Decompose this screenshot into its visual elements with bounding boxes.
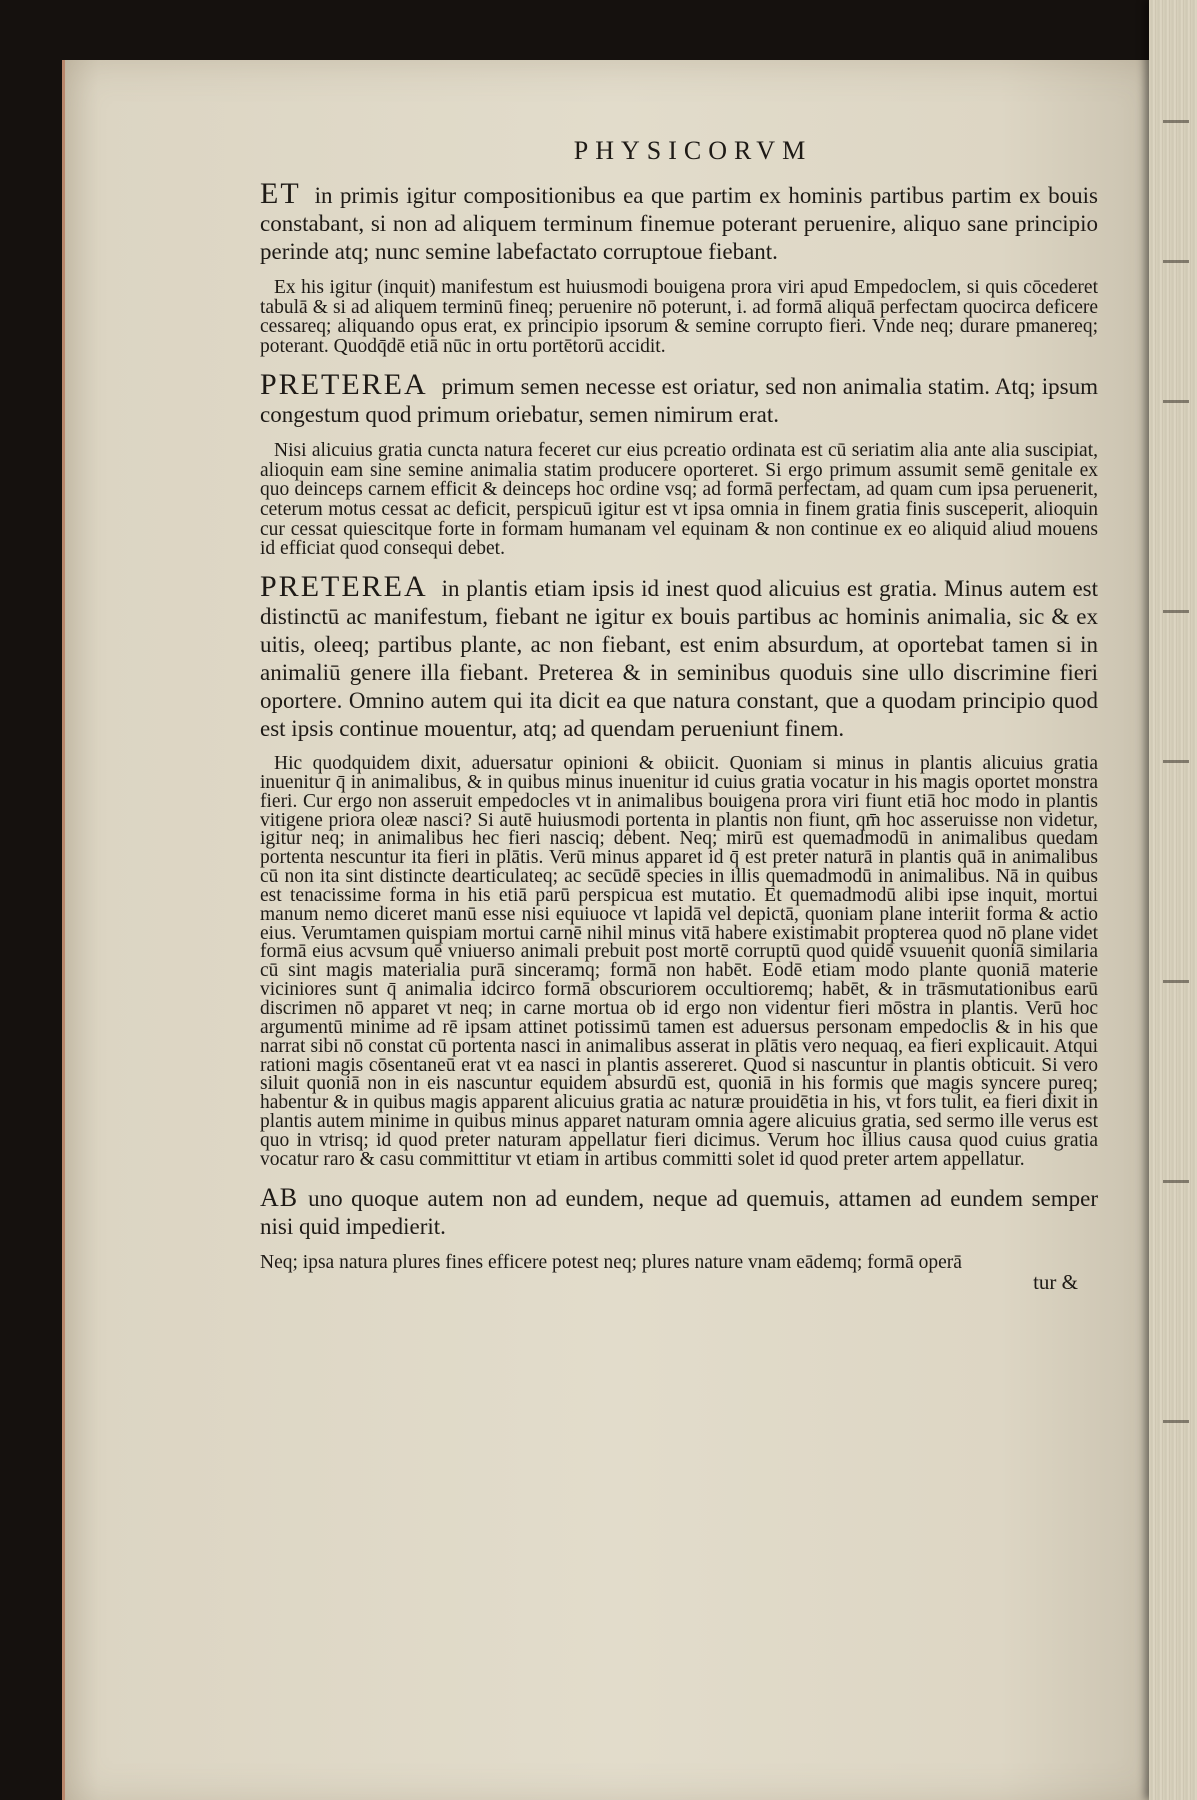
commentary-paragraph: Ex his igitur (inquit) manifestum est huiusmodi bouigena prora viri apud Empedoclem, si quis cōcederet tabulā & si ad aliquem terminū fineq; peruenire nō poterunt, i. ad formā aliquā perfectam quocirca deficere cessareq; aliquando opus erat, ex principio ipsorum & semine corrupto fieri. Vnde neq; durare pmanereq; poterant. Quodq̄dē etiā nūc in ortu portētorū accidit. xyxy=(260,277,1098,358)
running-head: PHYSICORVM xyxy=(573,136,813,165)
lemma-paragraph xyxy=(260,177,1098,266)
catchword: tur & xyxy=(1033,1270,1078,1295)
lemma-lead: PRETEREA xyxy=(260,570,428,604)
lemma-lead: PRETEREA xyxy=(260,367,428,401)
lemma-text: uno quoque autem non ad eundem, neque ad quemuis, attamen ad eundem semper nisi quid impedierit. xyxy=(260,1185,1098,1239)
lemma-lead: AB xyxy=(260,1182,299,1212)
commentary-paragraph: Nisi alicuius gratia cuncta natura feceret cur eius pcreatio ordinata est cū seriatim alia ante alia suscipiat, alioquin eam sine semine animalia statim producere oporteret. Si ergo primum assumit semē genitale ex quo deinceps carnem efficit & deinceps hoc ordine vsq; ad formā perfectam, ad quam cum ipsa peruenerit, ceterum motus cessat ac deficit, perspicuū igitur est vt ipsa omnia in finem gratia finis susceperit, alioquin cur cessat quiescitque forte in formam humanam vel equinam & non continue ex eo aliquid aliud mouens id efficiat quod consequi debet. xyxy=(260,439,1098,560)
facing-page-edge xyxy=(1149,0,1197,1800)
lemma-text: in plantis etiam ipsis id inest quod alicuius est gratia. Minus autem est distinctū ac manifestum, fiebant ne igitur ex bouis partibus ac hominis animalia, sic & ex uitis, oleeq; partibus plante, ac non fiebant, est enim absurdum, at oportebat tamen si in animaliū genere illa fiebant. Preterea & in seminibus quoduis sine ullo discrimine fieri oportere. Omnino autem qui ita dicit ea que natura constant, que a quodam principio quod est ipsis continue mouentur, atq; ad quendam perueniunt finem. xyxy=(260,576,1098,742)
text-block xyxy=(260,136,1098,1295)
lemma-paragraph xyxy=(260,570,1098,743)
commentary-paragraph-long: Hic quodquidem dixit, aduersatur opinioni & obiicit. Quoniam si minus in plantis alicuius gratia inuenitur q̄ in animalibus, & in quibus minus inuenitur id cuius gratia vocatur in his magis oportet monstra fieri. Cur ergo non asseruit empedocles vt in animalibus bouigena prora viri fiunt etiā hoc modo in plantis vitigene priora oleæ nasci? Si autē huiusmodi portenta in plantis non fiunt, qm̄ hoc asseruisse non videtur, igitur neq; in animalibus hec fieri nasciq; debent. Neq; mirū est quemadmodū in animalibus quedam portenta nescuntur ita fieri in plātis. Verū minus apparet id q̄ est preter naturā in plantis quā in animalibus cū non ita sint distincte dearticulateq; ac secūdē species in illis quemadmodū in animalibus. Nā in quibus est tenacissime forma in his etiā parū perspicua est mutatio. Et quemadmodū alibi ipse inquit, mortui manum nemo diceret manū esse nisi equiuoce vt lapidā vel depictā, quoniam plane interiit forma & actio eius. Verumtamen quispiam mortui carnē nihil minus vitā habere existimabit propterea quod nō plane videt formā eius acvsum quē vniuerso animali prebuit post mortē corruptū quod quidē vsuuenit quoniā similaria cū sint magis materialia purā sinceramq; formā non habēt. Eodē etiam modo plante quoniā materie viciniores sunt q̄ animalia idcirco formā obscuriorem occultioremq; habēt, & in trāsmutationibus earū discrimen nō apparet vt neq; in carne mortua ob id ergo non videntur fieri mōstra in plantis. Verū hoc argumentū minime ad rē ipsam attinet potissimū tamen est aduersus personam empedoclis & in his que narrat sibi nō constat cū portenta nasci in animalibus asserat in plātis vero nequaq, ea fieri explicauit. Atqui rationi magis cōsentaneū erat vt ea nasci in plantis assereret. Quod si nascuntur in plantis obticuit. Si vero siluit quoniā non in eis nascuntur equidem absurdū est, quoniā in his formis que magis syncere pureq; habentur & in quibus magis apparent alicuius gratia ac naturæ prouidētia in his, vt fors tulit, ea fieri dixit in plantis autem minime in quibus minus apparet naturam omnia agere alicuius gratia, sed sermo ille verus est quo in vtrisq; id quod preter naturam appellatur fieri dicimus. Verum hoc illius causa quod cuius gratia vocatur raro & casu committitur vt etiam in artibus committi solet id quod preter artem appellatur. xyxy=(260,753,1098,1170)
lemma-lead: ET xyxy=(260,177,301,210)
lemma-paragraph xyxy=(260,1184,1098,1241)
lemma-text: in primis igitur compositionibus ea que partim ex hominis partibus partim ex bouis constabant, si non ad aliquem terminum finemue poterant peruenire, aliquo sane principio perinde atq; nunc semine labefactato corruptoue fiebant. xyxy=(260,183,1098,264)
lemma-paragraph xyxy=(260,367,1098,429)
commentary-paragraph: Neq; ipsa natura plures fines efficere potest neq; plures nature vnam eādemq; formā operā xyxy=(260,1251,962,1273)
lemma-text: primum semen necesse est oriatur, sed non animalia statim. Atq; ipsum congestum quod primum oriebatur, semen nimirum erat. xyxy=(260,373,1098,427)
